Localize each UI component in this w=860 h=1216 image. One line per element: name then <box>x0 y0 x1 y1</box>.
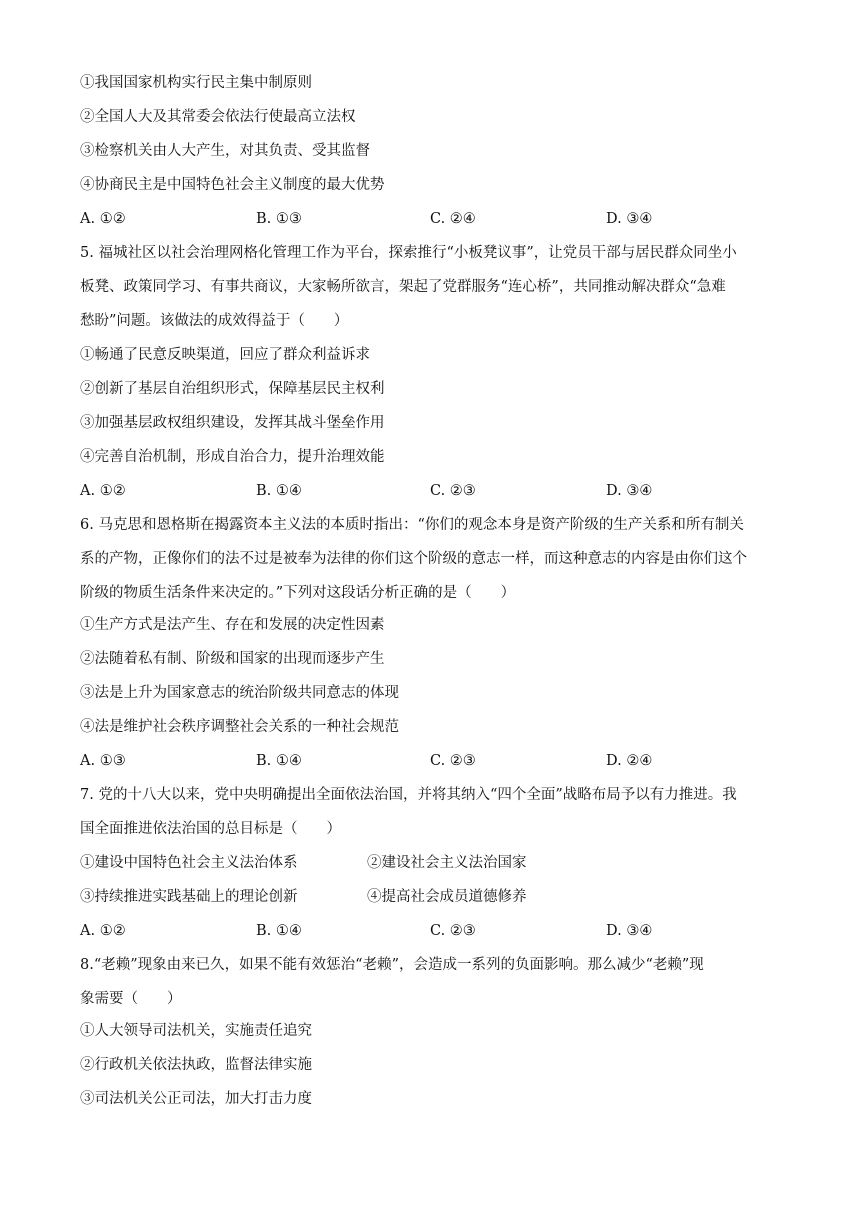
q4-item-3: ③检察机关由人大产生，对其负责、受其监督 <box>80 143 370 159</box>
q6-option-c[interactable]: C. ②③ <box>430 753 476 769</box>
q4-option-d[interactable]: D. ③④ <box>606 211 653 227</box>
q4-option-b[interactable]: B. ①③ <box>256 211 302 227</box>
q6-option-d[interactable]: D. ②④ <box>606 753 653 769</box>
q5-options <box>80 481 780 501</box>
q7-stem-line-1: 7. 党的十八大以来，党中央明确提出全面依法治国，并将其纳入“四个全面”战略布局予以有力推进。我 <box>80 787 737 803</box>
q5-option-a[interactable]: A. ①② <box>80 483 126 499</box>
q6-item-3: ③法是上升为国家意志的统治阶级共同意志的体现 <box>80 685 399 701</box>
q7-option-d[interactable]: D. ③④ <box>606 923 653 939</box>
q4-option-a[interactable]: A. ①② <box>80 211 126 227</box>
q5-item-1: ①畅通了民意反映渠道，回应了群众利益诉求 <box>80 347 370 363</box>
q6-option-b[interactable]: B. ①④ <box>256 753 302 769</box>
q7-item-1: ①建设中国特色社会主义法治体系 <box>80 855 298 871</box>
q8-item-2: ②行政机关依法执政，监督法律实施 <box>80 1057 312 1073</box>
q7-stem-line-2: 国全面推进依法治国的总目标是（ ） <box>80 821 341 837</box>
q6-option-a[interactable]: A. ①③ <box>80 753 126 769</box>
q7-option-a[interactable]: A. ①② <box>80 923 126 939</box>
q7-item-4: ④提高社会成员道德修养 <box>367 889 527 905</box>
q6-stem-line-1: 6. 马克思和恩格斯在揭露资本主义法的本质时指出：“你们的观念本身是资产阶级的生产关系和所有制关 <box>80 517 744 533</box>
q7-item-3: ③持续推进实践基础上的理论创新 <box>80 889 298 905</box>
q7-items-row-2 <box>80 887 780 907</box>
q5-item-3: ③加强基层政权组织建设，发挥其战斗堡垒作用 <box>80 415 385 431</box>
q7-options <box>80 921 780 941</box>
q8-stem-line-2: 象需要（ ） <box>80 991 182 1007</box>
q6-stem-line-3: 阶级的物质生活条件来决定的。”下列对这段话分析正确的是（ ） <box>80 585 516 601</box>
q8-item-3: ③司法机关公正司法，加大打击力度 <box>80 1091 312 1107</box>
q6-item-4: ④法是维护社会秩序调整社会关系的一种社会规范 <box>80 719 399 735</box>
q6-options <box>80 751 780 771</box>
q4-item-2: ②全国人大及其常委会依法行使最高立法权 <box>80 109 356 125</box>
q4-options <box>80 209 780 229</box>
q5-option-c[interactable]: C. ②③ <box>430 483 476 499</box>
q4-item-1: ①我国国家机构实行民主集中制原则 <box>80 75 312 91</box>
q5-stem-line-1: 5. 福城社区以社会治理网格化管理工作为平台，探索推行“小板凳议事”，让党员干部与居民群众同坐小 <box>80 245 737 261</box>
q5-item-4: ④完善自治机制，形成自治合力，提升治理效能 <box>80 449 385 465</box>
q7-item-2: ②建设社会主义法治国家 <box>367 855 527 871</box>
q7-items-row-1 <box>80 853 780 873</box>
q6-item-1: ①生产方式是法产生、存在和发展的决定性因素 <box>80 617 385 633</box>
q5-option-d[interactable]: D. ③④ <box>606 483 653 499</box>
q5-stem-line-3: 愁盼”问题。该做法的成效得益于（ ） <box>80 313 349 329</box>
q8-stem-line-1: 8.“老赖”现象由来已久，如果不能有效惩治“老赖”，会造成一系列的负面影响。那么减少“老赖”现 <box>80 957 704 973</box>
q4-item-4: ④协商民主是中国特色社会主义制度的最大优势 <box>80 177 385 193</box>
q8-item-1: ①人大领导司法机关，实施责任追究 <box>80 1023 312 1039</box>
q5-stem-line-2: 板凳、政策同学习、有事共商议，大家畅所欲言，架起了党群服务“连心桥”，共同推动解决群众“急难 <box>80 279 726 295</box>
q7-option-c[interactable]: C. ②③ <box>430 923 476 939</box>
q7-option-b[interactable]: B. ①④ <box>256 923 302 939</box>
q5-item-2: ②创新了基层自治组织形式，保障基层民主权利 <box>80 381 385 397</box>
q6-item-2: ②法随着私有制、阶级和国家的出现而逐步产生 <box>80 651 385 667</box>
q5-option-b[interactable]: B. ①④ <box>256 483 302 499</box>
q4-option-c[interactable]: C. ②④ <box>430 211 476 227</box>
q6-stem-line-2: 系的产物，正像你们的法不过是被奉为法律的你们这个阶级的意志一样，而这种意志的内容是由你们这个 <box>80 551 747 567</box>
